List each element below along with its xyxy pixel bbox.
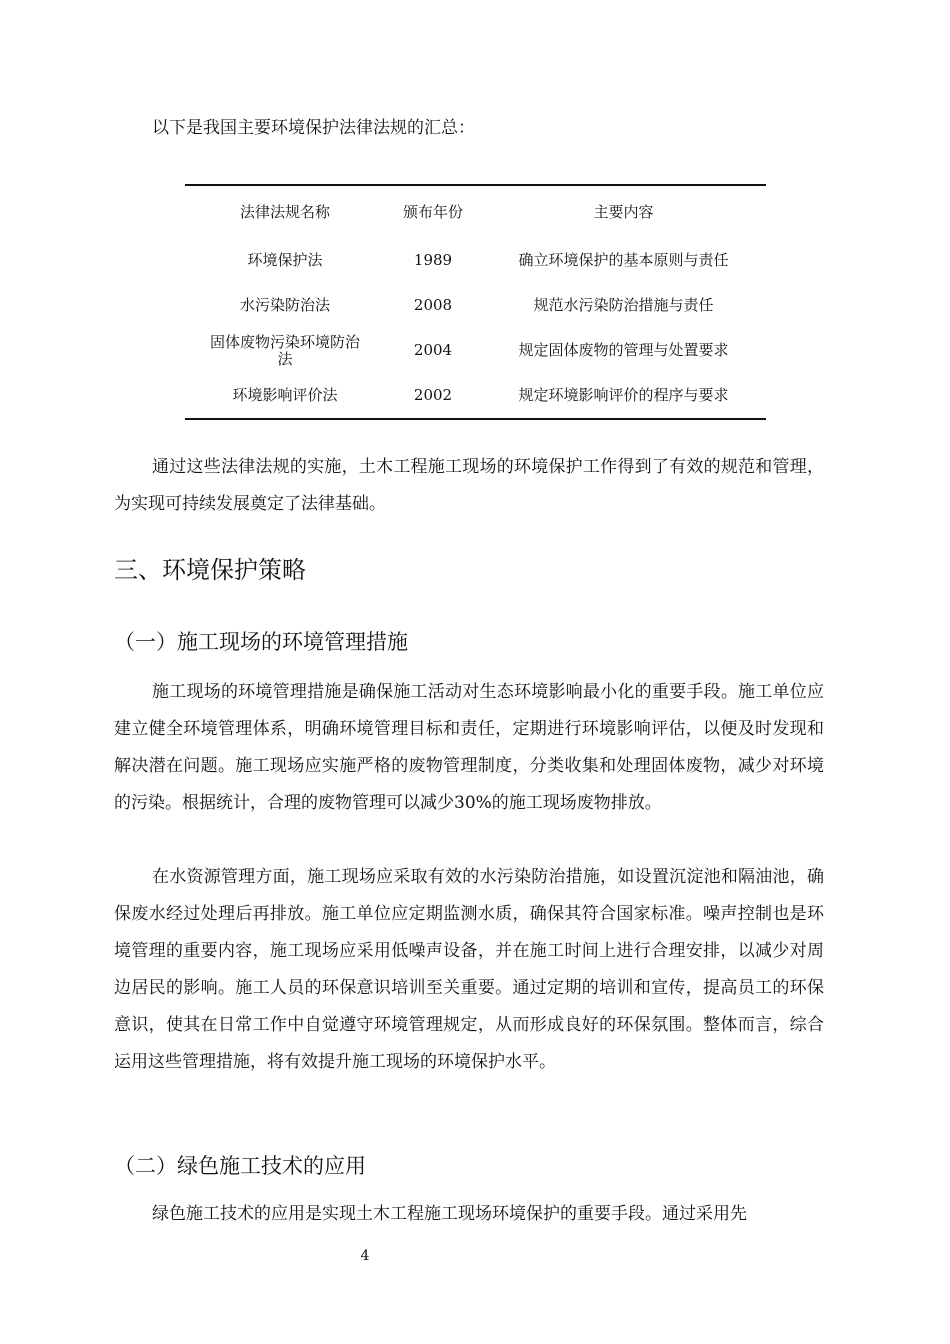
cell-content: 规定固体废物的管理与处置要求	[518, 341, 729, 359]
table-header-row	[185, 185, 766, 238]
cell-year: 2004	[413, 341, 453, 359]
header-content: 主要内容	[593, 202, 654, 221]
cell-year: 2002	[413, 386, 453, 404]
after-table-paragraph: 通过这些法律法规的实施，土木工程施工现场的环境保护工作得到了有效的规范和管理，为实现可持续发展奠定了法律基础。	[114, 457, 824, 514]
cell-law-name: 水污染防治法	[239, 296, 330, 314]
table-row	[185, 328, 766, 373]
page-number: 4	[360, 1248, 370, 1264]
cell-law-name-text: 固体废物污染环境防治法	[210, 332, 361, 368]
subsection-title-2: （二）绿色施工技术的应用	[114, 1154, 366, 1178]
body-paragraph: 施工现场的环境管理措施是确保施工活动对生态环境影响最小化的重要手段。施工单位应建立健全环境管理体系，明确环境管理目标和责任，定期进行环境影响评估，以便及时发现和解决潜在问题。施工现场应实施严格的废物管理制度，分类收集和处理固体废物，减少对环境的污染。根据统计，合理的废物管理可以减少30%的施工现场废物排放。	[114, 682, 824, 813]
cell-content: 规定环境影响评价的程序与要求	[518, 386, 729, 404]
cell-content: 规范水污染防治措施与责任	[533, 296, 714, 314]
body-paragraph: 在水资源管理方面，施工现场应采取有效的水污染防治措施，如设置沉淀池和隔油池，确保废水经过处理后再排放。施工单位应定期监测水质，确保其符合国家标准。噪声控制也是环境管理的重要内容，施工现场应采用低噪声设备，并在施工时间上进行合理安排，以减少对周边居民的影响。施工人员的环保意识培训至关重要。通过定期的培训和宣传，提高员工的环保意识，使其在日常工作中自觉遵守环境管理规定，从而形成良好的环保氛围。整体而言，综合运用这些管理措施，将有效提升施工现场的环境保护水平。	[114, 867, 824, 1072]
cell-content: 确立环境保护的基本原则与责任	[518, 251, 729, 269]
table-row	[185, 373, 766, 419]
laws-table	[185, 184, 766, 420]
table-row	[185, 283, 766, 328]
laws-table-wrapper	[185, 184, 766, 420]
subsection-title-1: （一）施工现场的环境管理措施	[114, 630, 408, 654]
header-year: 颁布年份	[402, 202, 463, 221]
intro-paragraph: 以下是我国主要环境保护法律法规的汇总：	[152, 118, 475, 138]
body-paragraph: 绿色施工技术的应用是实现土木工程施工现场环境保护的重要手段。通过采用先	[152, 1204, 747, 1224]
cell-year: 2008	[413, 296, 453, 314]
cell-law-name	[185, 328, 385, 373]
cell-law-name: 环境影响评价法	[232, 386, 338, 404]
cell-year: 1989	[413, 251, 453, 269]
cell-law-name: 环境保护法	[247, 251, 323, 269]
table-row	[185, 238, 766, 283]
section-title: 三、环境保护策略	[114, 556, 306, 584]
header-law-name: 法律法规名称	[239, 202, 330, 221]
